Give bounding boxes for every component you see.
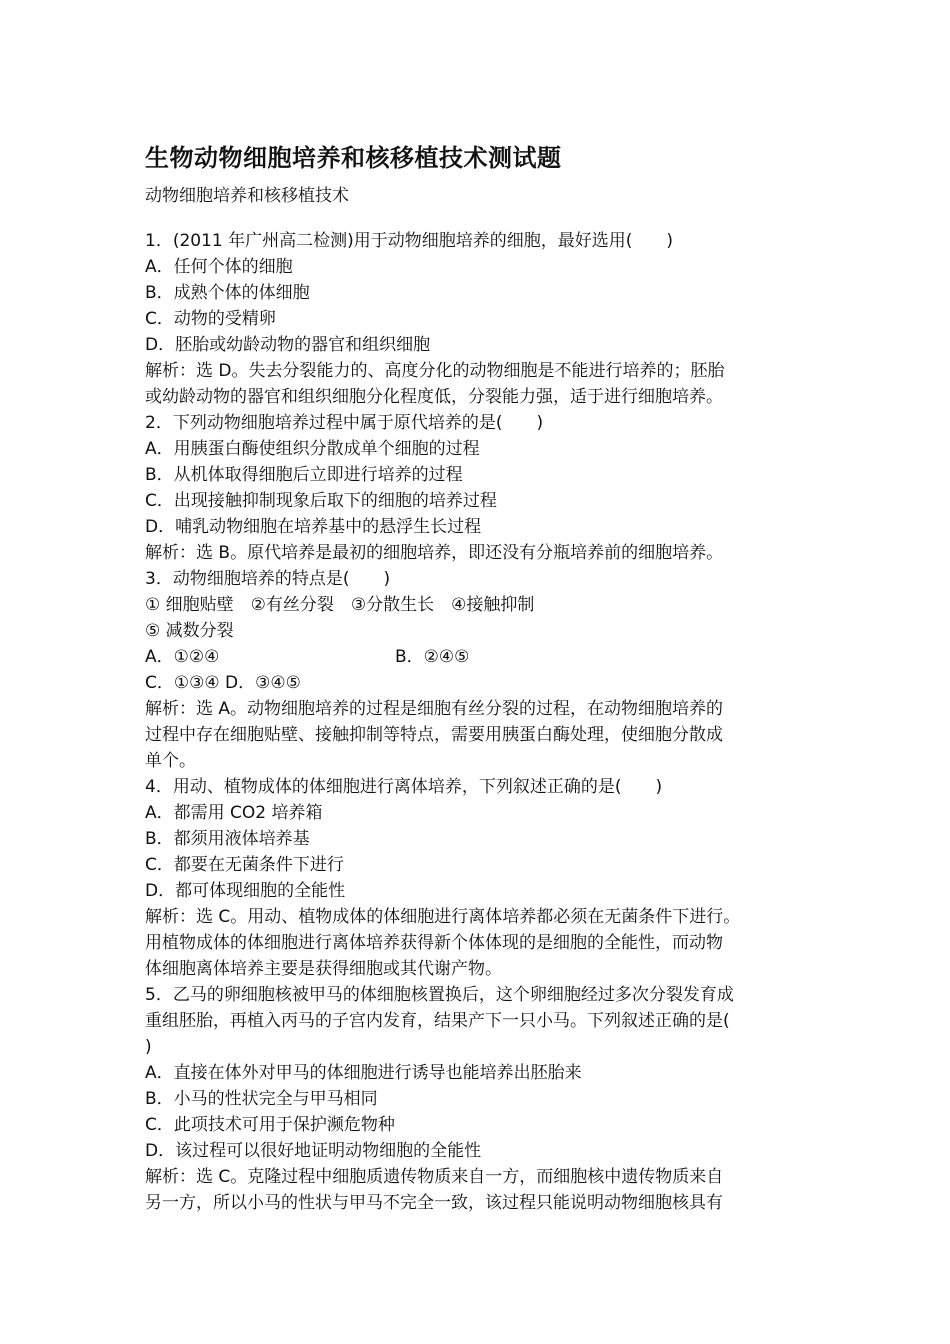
text-line: D．哺乳动物细胞在培养基中的悬浮生长过程 xyxy=(145,517,482,537)
text-line: C．出现接触抑制现象后取下的细胞的培养过程 xyxy=(145,491,497,511)
text-line: D．胚胎或幼龄动物的器官和组织细胞 xyxy=(145,335,431,355)
text-line: 用植物成体的体细胞进行离体培养获得新个体体现的是细胞的全能性，而动物 xyxy=(145,933,723,953)
text-line: ) xyxy=(145,1037,152,1057)
text-line: 单个。 xyxy=(145,751,196,771)
text-line: 解析：选 D。失去分裂能力的、高度分化的动物细胞是不能进行培养的；胚胎 xyxy=(145,361,725,381)
option-b: B．②④⑤ xyxy=(395,647,470,667)
text-line: C．此项技术可用于保护濒危物种 xyxy=(145,1115,395,1135)
text-line: D．该过程可以很好地证明动物细胞的全能性 xyxy=(145,1141,482,1161)
document-body xyxy=(145,228,815,1216)
text-line: ⑤ 减数分裂 xyxy=(145,621,234,641)
text-line: 重组胚胎，再植入丙马的子宫内发育，结果产下一只小马。下列叙述正确的是( xyxy=(145,1011,730,1031)
text-line: A．直接在体外对甲马的体细胞进行诱导也能培养出胚胎来 xyxy=(145,1063,582,1083)
text-line: 4．用动、植物成体的体细胞进行离体培养，下列叙述正确的是( ) xyxy=(145,777,663,797)
option-row: C．①③④ D．③④⑤ xyxy=(145,673,301,693)
text-line: 2．下列动物细胞培养过程中属于原代培养的是( ) xyxy=(145,413,544,433)
text-line: 解析：选 A。动物细胞培养的过程是细胞有丝分裂的过程，在动物细胞培养的 xyxy=(145,699,724,719)
text-line: C．动物的受精卵 xyxy=(145,309,276,329)
text-line: B．小马的性状完全与甲马相同 xyxy=(145,1089,378,1109)
text-line: 1．(2011 年广州高二检测)用于动物细胞培养的细胞，最好选用( ) xyxy=(145,231,674,251)
text-line: B．成熟个体的体细胞 xyxy=(145,283,310,303)
text-line: B．都须用液体培养基 xyxy=(145,829,310,849)
text-line: 3．动物细胞培养的特点是( ) xyxy=(145,569,391,589)
text-line: C．都要在无菌条件下进行 xyxy=(145,855,344,875)
text-line: D．都可体现细胞的全能性 xyxy=(145,881,346,901)
text-line: 另一方，所以小马的性状与甲马不完全一致，该过程只能说明动物细胞核具有 xyxy=(145,1193,723,1213)
text-line: A．任何个体的细胞 xyxy=(145,257,293,277)
text-line: 体细胞离体培养主要是获得细胞或其代谢产物。 xyxy=(145,959,502,979)
option-row xyxy=(145,644,815,670)
text-line: ① 细胞贴壁 ②有丝分裂 ③分散生长 ④接触抑制 xyxy=(145,595,535,615)
text-line: 过程中存在细胞贴壁、接触抑制等特点，需要用胰蛋白酶处理，使细胞分散成 xyxy=(145,725,723,745)
text-line: 解析：选 C。克隆过程中细胞质遗传物质来自一方，而细胞核中遗传物质来自 xyxy=(145,1167,724,1187)
option-a: A．①②④ xyxy=(145,647,220,667)
text-line: A．用胰蛋白酶使组织分散成单个细胞的过程 xyxy=(145,439,480,459)
text-line: 或幼龄动物的器官和组织细胞分化程度低，分裂能力强，适于进行细胞培养。 xyxy=(145,387,723,407)
text-line: 解析：选 B。原代培养是最初的细胞培养，即还没有分瓶培养前的细胞培养。 xyxy=(145,543,724,563)
text-line: A．都需用 CO2 培养箱 xyxy=(145,803,323,823)
text-line: B．从机体取得细胞后立即进行培养的过程 xyxy=(145,465,463,485)
document-subtitle: 动物细胞培养和核移植技术 xyxy=(145,186,349,206)
document-title: 生物动物细胞培养和核移植技术测试题 xyxy=(145,144,562,172)
text-line: 5．乙马的卵细胞核被甲马的体细胞核置换后，这个卵细胞经过多次分裂发育成 xyxy=(145,985,734,1005)
text-line: 解析：选 C。用动、植物成体的体细胞进行离体培养都必须在无菌条件下进行。 xyxy=(145,907,741,927)
